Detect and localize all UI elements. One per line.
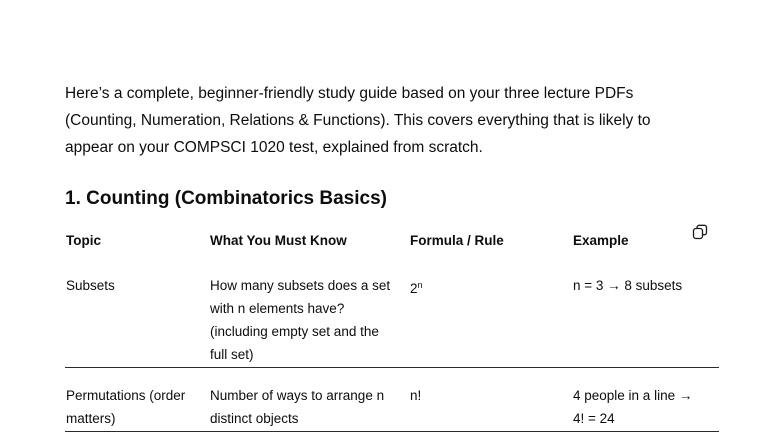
cell-formula	[409, 268, 572, 368]
cell-example: 4 people in a line → 4! = 24	[572, 368, 719, 432]
formula-base: 2	[410, 281, 418, 296]
intro-paragraph	[65, 80, 725, 161]
header-what-you-must-know: What You Must Know	[210, 233, 347, 248]
header-formula-rule: Formula / Rule	[410, 233, 504, 248]
cell-topic: Permutations (order matters)	[65, 368, 209, 432]
section-heading: 1. Counting (Combinatorics Basics)	[65, 188, 387, 209]
intro-line-1: Here’s a complete, beginner-friendly study guide based on your three lecture PDFs	[65, 85, 634, 102]
cell-example: n = 3 → 8 subsets	[572, 268, 719, 368]
table-row	[65, 368, 719, 432]
formula-exponent: n	[417, 280, 423, 290]
header-example: Example	[573, 233, 629, 248]
table-header-row	[65, 222, 719, 268]
cell-formula: n!	[409, 368, 572, 432]
cell-know: How many subsets does a set with n elements have? (including empty set and the full set)	[209, 268, 409, 368]
intro-line-2: (Counting, Numeration, Relations & Functions). This covers everything that is likely to	[65, 112, 651, 129]
header-topic: Topic	[66, 233, 101, 248]
cell-know: Number of ways to arrange n distinct objects	[209, 368, 409, 432]
cell-topic: Subsets	[65, 268, 209, 368]
table-row	[65, 268, 719, 368]
intro-line-3: appear on your COMPSCI 1020 test, explained from scratch.	[65, 139, 483, 156]
counting-table	[65, 222, 719, 432]
